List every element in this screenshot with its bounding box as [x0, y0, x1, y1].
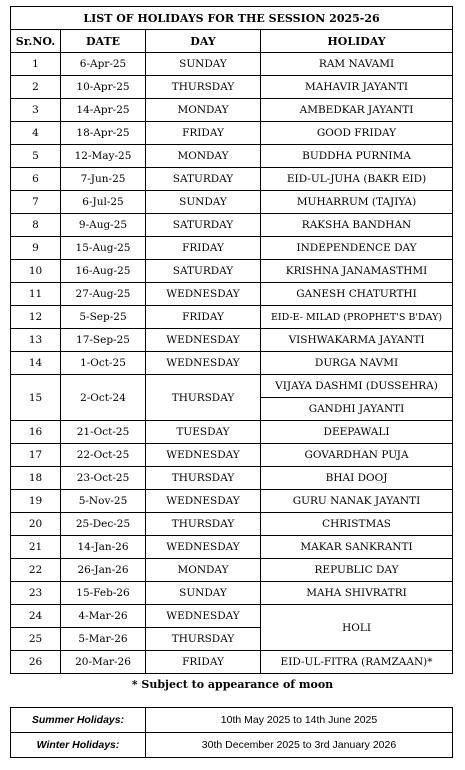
holiday-cell: RAM NAVAMI: [261, 53, 453, 76]
table-row: [11, 191, 453, 214]
sr-cell: 9: [11, 237, 61, 260]
holiday-cell: REPUBLIC DAY: [261, 559, 453, 582]
date-cell: 12-May-25: [61, 145, 146, 168]
table-row: [11, 53, 453, 76]
table-row: [11, 214, 453, 237]
day-cell: SUNDAY: [146, 53, 261, 76]
winter-holidays-label: Winter Holidays:: [11, 733, 146, 758]
date-cell: 26-Jan-26: [61, 559, 146, 582]
day-cell: WEDNESDAY: [146, 329, 261, 352]
vacation-row-summer: [11, 708, 453, 733]
holiday-cell: MAHAVIR JAYANTI: [261, 76, 453, 99]
day-cell: FRIDAY: [146, 122, 261, 145]
holiday-cell: GURU NANAK JAYANTI: [261, 490, 453, 513]
holiday-cell: VIJAYA DASHMI (DUSSEHRA): [261, 375, 453, 398]
sr-cell: 10: [11, 260, 61, 283]
date-cell: 7-Jun-25: [61, 168, 146, 191]
holiday-cell: CHRISTMAS: [261, 513, 453, 536]
holiday-cell: DEEPAWALI: [261, 421, 453, 444]
vacation-periods-table: [10, 707, 453, 758]
date-cell: 22-Oct-25: [61, 444, 146, 467]
sr-cell: 11: [11, 283, 61, 306]
day-cell: THURSDAY: [146, 467, 261, 490]
day-cell: SUNDAY: [146, 191, 261, 214]
sr-cell: 16: [11, 421, 61, 444]
table-row: [11, 605, 453, 628]
table-row: [11, 145, 453, 168]
date-cell: 4-Mar-26: [61, 605, 146, 628]
table-row: [11, 421, 453, 444]
holiday-cell: GOOD FRIDAY: [261, 122, 453, 145]
date-cell: 5-Sep-25: [61, 306, 146, 329]
holiday-cell: EID-E- MILAD (PROPHET'S B'DAY): [261, 306, 453, 329]
date-cell: 14-Apr-25: [61, 99, 146, 122]
table-row: [11, 122, 453, 145]
sr-cell: 7: [11, 191, 61, 214]
sr-cell: 1: [11, 53, 61, 76]
day-cell: THURSDAY: [146, 513, 261, 536]
day-cell: MONDAY: [146, 145, 261, 168]
table-row: [11, 467, 453, 490]
table-row: [11, 513, 453, 536]
date-cell: 14-Jan-26: [61, 536, 146, 559]
date-cell: 6-Jul-25: [61, 191, 146, 214]
day-cell: WEDNESDAY: [146, 605, 261, 628]
date-cell: 16-Aug-25: [61, 260, 146, 283]
sr-cell: 8: [11, 214, 61, 237]
day-cell: WEDNESDAY: [146, 490, 261, 513]
date-cell: 20-Mar-26: [61, 651, 146, 674]
holiday-cell: BHAI DOOJ: [261, 467, 453, 490]
sr-cell: 20: [11, 513, 61, 536]
sr-cell: 6: [11, 168, 61, 191]
holiday-list-table: [10, 6, 453, 674]
day-cell: WEDNESDAY: [146, 283, 261, 306]
date-cell: 17-Sep-25: [61, 329, 146, 352]
sr-cell: 23: [11, 582, 61, 605]
holiday-cell: BUDDHA PURNIMA: [261, 145, 453, 168]
table-row: [11, 536, 453, 559]
holiday-cell: INDEPENDENCE DAY: [261, 237, 453, 260]
day-cell: THURSDAY: [146, 76, 261, 99]
date-cell: 27-Aug-25: [61, 283, 146, 306]
sr-cell: 18: [11, 467, 61, 490]
moon-note: * Subject to appearance of moon: [131, 678, 334, 691]
sr-cell: 14: [11, 352, 61, 375]
day-cell: SATURDAY: [146, 260, 261, 283]
day-cell: FRIDAY: [146, 306, 261, 329]
holiday-cell: VISHWAKARMA JAYANTI: [261, 329, 453, 352]
holiday-cell: KRISHNA JANAMASTHMI: [261, 260, 453, 283]
table-row: [11, 444, 453, 467]
table-row: [11, 260, 453, 283]
header-sr-no: Sr.NO.: [11, 30, 61, 53]
date-cell: 5-Nov-25: [61, 490, 146, 513]
day-cell: SATURDAY: [146, 214, 261, 237]
table-title: LIST OF HOLIDAYS FOR THE SESSION 2025-26: [11, 7, 453, 30]
table-row: [11, 582, 453, 605]
day-cell: WEDNESDAY: [146, 352, 261, 375]
sr-cell: 15: [11, 375, 61, 421]
holiday-cell: EID-UL-FITRA (RAMZAAN)*: [261, 651, 453, 674]
day-cell: FRIDAY: [146, 237, 261, 260]
day-cell: SATURDAY: [146, 168, 261, 191]
table-row: [11, 329, 453, 352]
holiday-cell: MUHARRUM (TAJIYA): [261, 191, 453, 214]
header-holiday: HOLIDAY: [261, 30, 453, 53]
table-row: [11, 352, 453, 375]
date-cell: 25-Dec-25: [61, 513, 146, 536]
sr-cell: 2: [11, 76, 61, 99]
date-cell: 10-Apr-25: [61, 76, 146, 99]
holiday-cell: GANESH CHATURTHI: [261, 283, 453, 306]
date-cell: 23-Oct-25: [61, 467, 146, 490]
day-cell: THURSDAY: [146, 375, 261, 421]
holiday-cell: DURGA NAVMI: [261, 352, 453, 375]
holiday-cell: AMBEDKAR JAYANTI: [261, 99, 453, 122]
sr-cell: 25: [11, 628, 61, 651]
sr-cell: 5: [11, 145, 61, 168]
date-cell: 5-Mar-26: [61, 628, 146, 651]
date-cell: 2-Oct-24: [61, 375, 146, 421]
day-cell: FRIDAY: [146, 651, 261, 674]
date-cell: 6-Apr-25: [61, 53, 146, 76]
sr-cell: 4: [11, 122, 61, 145]
holiday-cell: GANDHI JAYANTI: [261, 398, 453, 421]
day-cell: MONDAY: [146, 559, 261, 582]
holiday-cell: MAHA SHIVRATRI: [261, 582, 453, 605]
date-cell: 1-Oct-25: [61, 352, 146, 375]
sr-cell: 26: [11, 651, 61, 674]
table-row: [11, 490, 453, 513]
table-row: [11, 99, 453, 122]
date-cell: 15-Feb-26: [61, 582, 146, 605]
table-row: [11, 651, 453, 674]
holiday-cell: HOLI: [261, 605, 453, 651]
date-cell: 18-Apr-25: [61, 122, 146, 145]
table-row: [11, 168, 453, 191]
vacation-row-winter: [11, 733, 453, 758]
header-date: DATE: [61, 30, 146, 53]
table-row: [11, 237, 453, 260]
table-row: [11, 559, 453, 582]
holiday-cell: MAKAR SANKRANTI: [261, 536, 453, 559]
sr-cell: 13: [11, 329, 61, 352]
table-row: [11, 76, 453, 99]
table-row: [11, 283, 453, 306]
day-cell: SUNDAY: [146, 582, 261, 605]
sr-cell: 24: [11, 605, 61, 628]
winter-holidays-value: 30th December 2025 to 3rd January 2026: [146, 733, 453, 758]
table-row: [11, 375, 453, 398]
table-row: [11, 306, 453, 329]
day-cell: MONDAY: [146, 99, 261, 122]
sr-cell: 3: [11, 99, 61, 122]
summer-holidays-label: Summer Holidays:: [11, 708, 146, 733]
day-cell: WEDNESDAY: [146, 536, 261, 559]
date-cell: 9-Aug-25: [61, 214, 146, 237]
sr-cell: 21: [11, 536, 61, 559]
holiday-cell: RAKSHA BANDHAN: [261, 214, 453, 237]
day-cell: THURSDAY: [146, 628, 261, 651]
summer-holidays-value: 10th May 2025 to 14th June 2025: [146, 708, 453, 733]
header-day: DAY: [146, 30, 261, 53]
date-cell: 15-Aug-25: [61, 237, 146, 260]
sr-cell: 19: [11, 490, 61, 513]
date-cell: 21-Oct-25: [61, 421, 146, 444]
holiday-cell: EID-UL-JUHA (BAKR EID): [261, 168, 453, 191]
sr-cell: 22: [11, 559, 61, 582]
sr-cell: 12: [11, 306, 61, 329]
day-cell: WEDNESDAY: [146, 444, 261, 467]
day-cell: TUESDAY: [146, 421, 261, 444]
holiday-cell: GOVARDHAN PUJA: [261, 444, 453, 467]
sr-cell: 17: [11, 444, 61, 467]
